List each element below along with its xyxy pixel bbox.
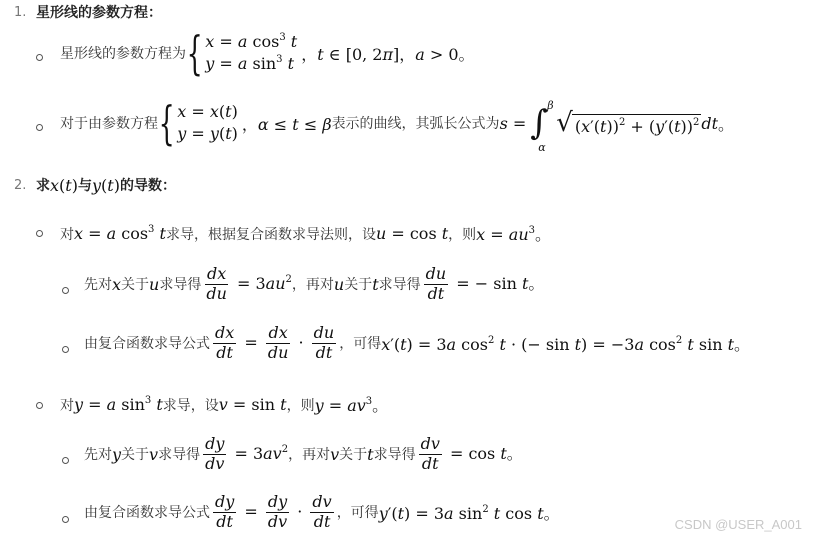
- x-derivative-item: [60, 222, 551, 245]
- text-segment: 由复合函数求导公式: [84, 505, 210, 522]
- y-chain-step-1: [84, 436, 523, 473]
- text-segment: 由复合函数求导公式: [84, 336, 210, 353]
- math-u-def: u = cos t: [375, 224, 449, 243]
- math-var: u: [333, 274, 345, 294]
- math-x-expr: x = a $\cos^3 t$: [74, 224, 166, 243]
- math-x-prime: x′(t) = 3a $\cos^2 t$ · (− sin t) = −3a $\cos^2 t$ sin t。: [381, 334, 751, 354]
- bullet-marker: [36, 124, 43, 131]
- integral-sign: ∫ β α: [530, 99, 554, 154]
- math-var: u: [149, 274, 160, 294]
- section-1-colon: ：: [148, 5, 162, 21]
- math-chain-x: $\frac{dx}{dt}$ = $\frac{dx}{du}$ · $\frac{du}{dt}$: [215, 323, 335, 362]
- x-chain-step-1: [84, 266, 544, 303]
- section-2-number: 2.: [14, 177, 27, 193]
- text-segment: 先对: [84, 447, 112, 464]
- section-1-number: 1.: [14, 4, 27, 20]
- math-var: t: [367, 444, 374, 464]
- left-brace: {: [158, 96, 175, 150]
- square-root: √ $(x'(t))^2 + (y'(t))^2$: [556, 108, 700, 138]
- arc-length-formula: s = ∫ β α √ $(x'(t))^2 + (y'(t))^2$ dt 。: [499, 99, 735, 154]
- math-var: x: [112, 274, 122, 294]
- bullet-marker: [62, 346, 69, 353]
- text-segment: 求导得: [373, 447, 416, 464]
- left-brace: {: [186, 26, 203, 80]
- math-y-av3: $y = av^3$。: [314, 396, 389, 415]
- param-system: x = x(t) y = y(t): [177, 102, 238, 143]
- math-dudt: $\frac{du}{dt}$ = − sin t。: [425, 264, 545, 303]
- text-segment: ，则: [448, 226, 477, 243]
- astroid-system: x = a $\cos^3 t$ y = a $\sin^3 t$: [205, 32, 298, 73]
- astroid-equation-text: 星形线的参数方程为: [60, 46, 186, 62]
- math-var: v: [330, 444, 340, 464]
- y-chain-step-2: [84, 494, 560, 531]
- text-segment: 求导，设: [162, 397, 219, 414]
- text-segment: ，再对: [288, 447, 331, 464]
- math-var: t: [372, 274, 379, 294]
- arc-length-item: [60, 96, 735, 154]
- bullet-marker: [36, 54, 43, 61]
- bullet-marker: [36, 402, 43, 409]
- text-segment: 求导，根据复合函数求导法则，设: [165, 226, 376, 243]
- text-segment: 求导得: [159, 277, 202, 294]
- section-2-title-c: 的导数: [119, 178, 162, 194]
- math-y-expr: y = a $\sin^3 t$: [74, 395, 163, 414]
- text-segment: 求导得: [378, 277, 421, 294]
- astroid-equation-item: [60, 26, 475, 80]
- arc-length-text-2: 表示的曲线，其弧长公式为: [331, 116, 500, 132]
- x-chain-step-2: [84, 325, 750, 362]
- text-segment: 关于: [121, 277, 150, 294]
- math-var: v: [149, 444, 159, 464]
- param-range: ，α ≤ t ≤ β: [241, 114, 332, 134]
- math-dvdt: $\frac{dv}{dt}$ = cos t。: [420, 434, 523, 473]
- arc-length-text-1: 对于由参数方程: [60, 116, 158, 132]
- text-segment: 对: [60, 226, 74, 243]
- text-segment: 对: [60, 397, 74, 414]
- section-2-title-b: 与: [77, 178, 92, 194]
- section-2-colon: ：: [161, 178, 176, 194]
- text-segment: ，则: [286, 397, 315, 414]
- text-segment: 求导得: [158, 447, 201, 464]
- section-2-math-y: y(t): [91, 175, 120, 195]
- astroid-conditions: ，t ∈ [0, 2π]，a > 0。: [301, 44, 475, 64]
- text-segment: 关于: [121, 447, 150, 464]
- section-2-title-a: 求: [36, 178, 50, 194]
- text-segment: 先对: [84, 277, 112, 294]
- text-segment: ，再对: [291, 277, 334, 294]
- math-y-prime: y′(t) = 3a $\sin^2 t$ cos t。: [378, 503, 560, 523]
- math-dydv: $\frac{dy}{dv}$ = $3av^2$: [205, 434, 289, 473]
- bullet-marker: [62, 457, 69, 464]
- watermark: CSDN @USER_A001: [674, 517, 802, 532]
- y-derivative-item: [60, 393, 388, 416]
- section-1-heading: [14, 2, 162, 22]
- section-2-heading: [14, 175, 176, 195]
- text-segment: 关于: [344, 277, 373, 294]
- bullet-marker: [62, 287, 69, 294]
- math-dxdu: $\frac{dx}{du}$ = $3au^2$: [206, 264, 292, 303]
- section-2-math-x: x(t): [50, 175, 78, 195]
- text-segment: ，可得: [339, 336, 382, 353]
- math-chain-y: $\frac{dy}{dt}$ = $\frac{dy}{dv}$ · $\frac{dv}{dt}$: [215, 492, 332, 531]
- math-x-au3: $x = au^3$。: [476, 225, 552, 244]
- text-segment: ，可得: [336, 505, 379, 522]
- section-1-title: 星形线的参数方程: [36, 5, 148, 21]
- math-v-def: v = sin t: [218, 395, 287, 414]
- text-segment: 关于: [339, 447, 368, 464]
- bullet-marker: [62, 516, 69, 523]
- bullet-marker: [36, 230, 43, 237]
- math-var: y: [112, 444, 122, 464]
